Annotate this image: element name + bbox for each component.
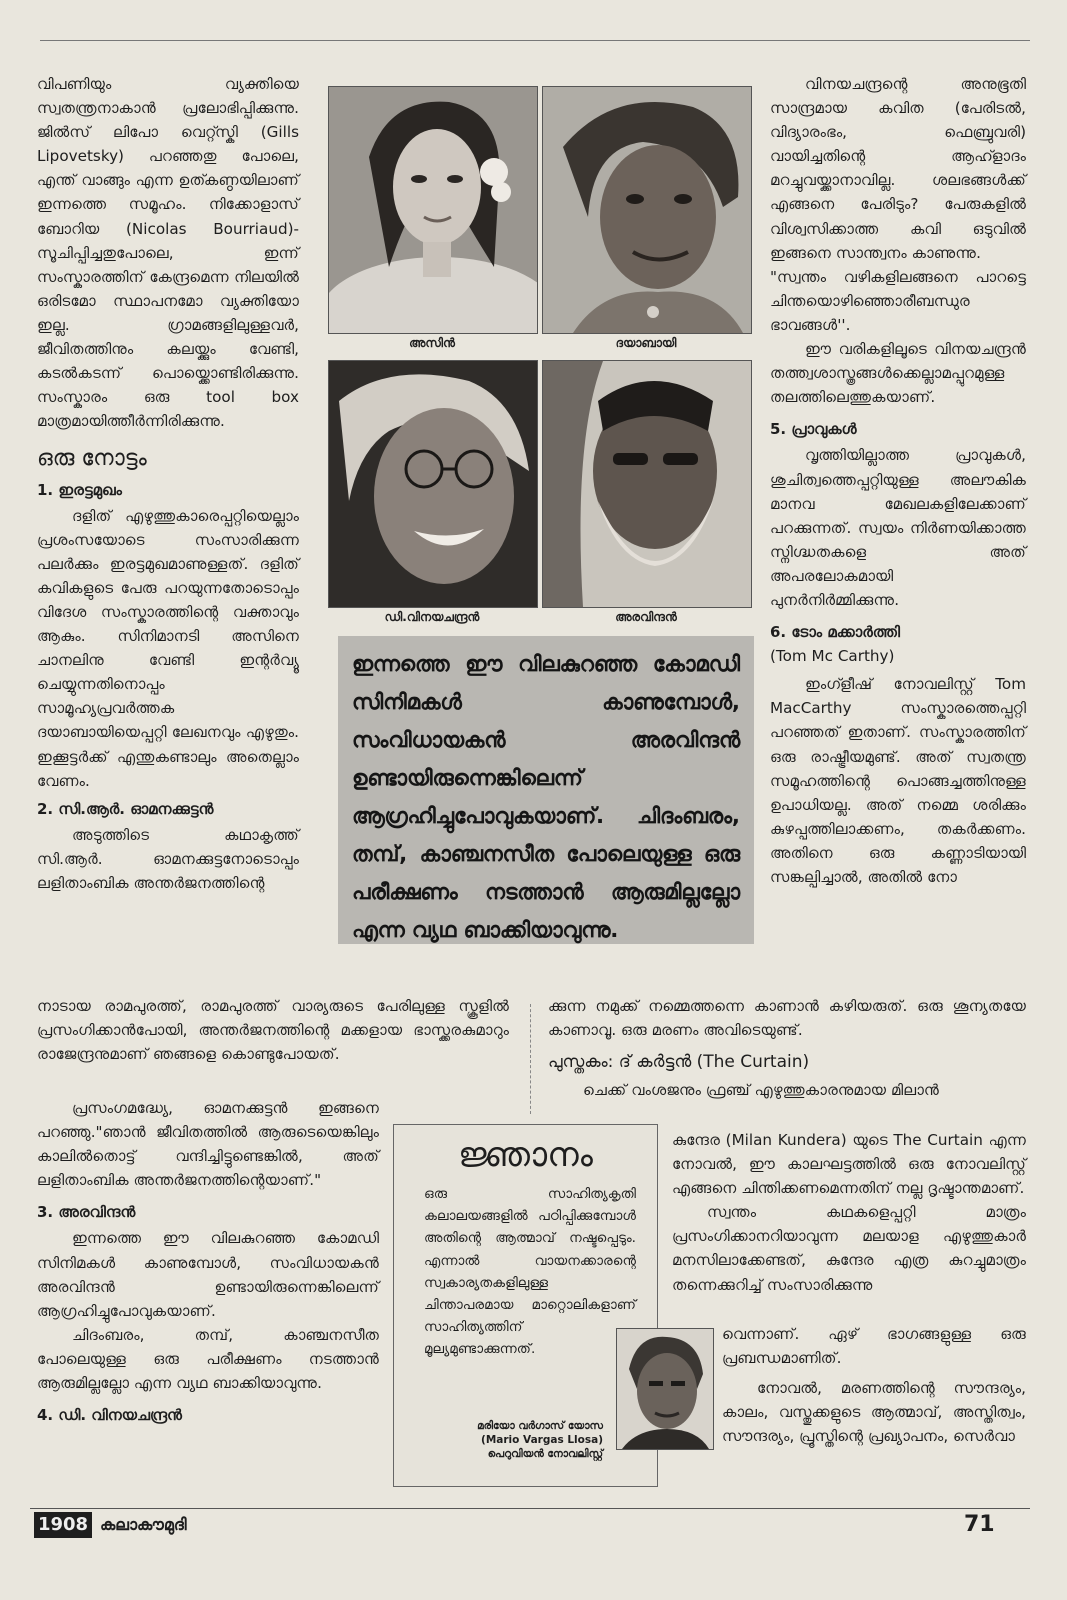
- right-para-7b: വെന്നാണ്. ഏഴ് ഭാഗങ്ങളുള്ള ഒരു പ്രബന്ധമാണിത്.: [722, 1325, 1026, 1368]
- right-para-3: വൃത്തിയില്ലാത്ത പ്രാവുകൾ, ശുചിത്വത്തെപ്പറ്റിയുള്ള അലൗകിക മാനവ മേഖലകളിലേക്കാണ് പറക്കുന്നത്. സ്വയം നിർണയിക്കാത്ത സ്നിഗ്ദ്ധതകളെ അത് അപരലോകമായി പുനർനിർമ്മിക്കുന്നു.: [770, 446, 1026, 609]
- book-heading: [548, 1050, 1026, 1074]
- caption-vinayachandran: ഡി.വിനയചന്ദ്രൻ: [384, 610, 480, 624]
- left-para-5: ഇന്നത്തെ ഈ വിലകുറഞ്ഞ കോമഡി സിനിമകൾ കാണുമ്പോൾ, സംവിധായകൻ അരവിന്ദൻ ഉണ്ടായിരുന്നെങ്കിലെന്ന് ആഗ്രഹിച്ചുപോവുകയാണ്.: [37, 1229, 379, 1320]
- caption-aravindan: അരവിന്ദൻ: [615, 610, 677, 624]
- page-number: 71: [964, 1512, 995, 1537]
- heading-6-sub: (Tom Mc Carthy): [770, 647, 895, 666]
- box-title: ജ്ഞാനം: [458, 1135, 593, 1175]
- box-credit: [400, 1419, 603, 1461]
- right-lower-wide: [548, 994, 1026, 1102]
- wide-paragraph-block: [37, 994, 509, 1066]
- left-para-3: അടുത്തിടെ കഥാകൃത്ത് സി.ആർ. ഓമനക്കുട്ടനോടൊപ്പം ലളിതാംബിക അന്തർജനത്തിന്റെ: [37, 825, 299, 892]
- heading-5: 5. പ്രാവുകൾ: [770, 420, 857, 439]
- heading-2: 2. സി.ആർ. ഓമനക്കുട്ടൻ: [37, 799, 214, 818]
- left-column: [37, 72, 299, 895]
- heading-1: 1. ഇരട്ടമുഖം: [37, 480, 122, 499]
- right-para-2: ഈ വരികളിലൂടെ വിനയചന്ദ്രൻ തത്ത്വശാസ്ത്രങ്ങൾക്കെല്ലാമപ്പുറമുള്ള തലത്തിലെത്തുകയാണ്.: [770, 340, 1026, 407]
- column-divider: [530, 1004, 531, 1114]
- wide-para: നാടായ രാമപുരത്ത്, രാമപുരത്ത് വാര്യരുടെ പേരിലുള്ള സ്കൂളിൽ പ്രസംഗിക്കാൻപോയി, അന്തർജനത്തിന്റെ മക്കളായ ഭാസ്ക്കരകുമാറും രാജേന്ദ്രനുമാണ് ഞങ്ങളെ കൊണ്ടുപോയത്.: [37, 997, 509, 1064]
- left-lower-column: [37, 1096, 379, 1429]
- left-para-4: പ്രസംഗമദ്ധ്യേ, ഓമനക്കുട്ടൻ ഇങ്ങനെ പറഞ്ഞു."ഞാൻ ജീവിതത്തിൽ ആരുടെയെങ്കിലും കാലിൽതൊട്ട് വന്ദിച്ചിട്ടുണ്ടെങ്കിൽ, അത് ലളിതാംബിക അന്തർജനത്തിന്റെയാണ്.": [37, 1099, 379, 1190]
- photo-vinayachandran: [328, 360, 538, 608]
- right-para-5: ക്കുന്ന നമുക്ക് നമ്മെത്തന്നെ കാണാൻ കഴിയരുത്. ഒരു ശൂന്യതയേ കാണാവൂ. ഒരു മരണം അവിടെയുണ്ട്.: [548, 997, 1026, 1040]
- photo-asin: [328, 86, 538, 334]
- pull-quote: [338, 636, 754, 944]
- section-title: ഒരു നോട്ടം: [37, 446, 147, 472]
- right-lower-narrow-2: [722, 1322, 1026, 1448]
- issue-number: 1908: [34, 1512, 92, 1538]
- photo-aravindan: [542, 360, 752, 608]
- right-para-1: വിനയചന്ദ്രന്റെ അനുഭൂതി സാന്ദ്രമായ കവിത (പേരിടൽ, വിദ്യാരംഭം, ഫെബ്രുവരി) വായിച്ചതിന്റെ ആഹ്ളാദം മറച്ചുവയ്ക്കാനാവില്ല. ശലഭങ്ങൾക്ക് എങ്ങനെ പേരിടും? പേരുകളിൽ വിശ്വസിക്കാത്ത കവി ഒടുവിൽ ഇങ്ങനെ സാന്ത്വനം കാണുന്നു.: [770, 75, 1026, 262]
- right-column: [770, 72, 1026, 889]
- magazine-name: കലാകൗമുദി: [100, 1515, 187, 1534]
- box-body: ഒരു സാഹിത്യകൃതി കലാലയങ്ങളിൽ പഠിപ്പിക്കുമ്പോൾ അതിന്റെ ആത്മാവ് നഷ്ടപ്പെടും. എന്നാൽ വായനക്കാരന്റെ സ്വകാര്യതകളിലുള്ള ചിന്താപരമായ മാറ്റൊലികളാണ് സാഹിത്യത്തിന് മൂല്യമുണ്ടാക്കുന്നത്.: [424, 1186, 636, 1358]
- right-para-4: ഇംഗ്ളീഷ് നോവലിസ്റ്റ് Tom MacCarthy സംസ്കാരത്തെപ്പറ്റി പറഞ്ഞത് ഇതാണ്. സംസ്കാരത്തിന് ഒരു രാഷ്ട്രീയമുണ്ട്. അത് സ്വതന്ത്ര സമൂഹത്തിന്റെ പൊങ്ങച്ചത്തിനുള്ള ഉപാധിയല്ല. അത് നമ്മെ ശരിക്കും കുഴപ്പത്തിലാക്കണം, തകർക്കണം. അതിനെ ഒരു കണ്ണാടിയായി സങ്കല്പിച്ചാൽ, അതിൽ നോ: [770, 675, 1026, 886]
- credit-name: മരിയോ വർഗാസ് യോസ: [477, 1420, 603, 1432]
- pull-quote-text: ഇന്നത്തെ ഈ വിലകുറഞ്ഞ കോമഡി സിനിമകൾ കാണുമ്പോൾ, സംവിധായകൻ അരവിന്ദൻ ഉണ്ടായിരുന്നെങ്കിലെന്ന് ആഗ്രഹിച്ചുപോവുകയാണ്. ചിദംബരം, തമ്പ്, കാഞ്ചനസീത പോലെയുള്ള ഒരു പരീക്ഷണം നടത്താൻ ആരുമില്ലല്ലോ എന്ന വ്യഥ ബാക്കിയാവുന്നു.: [352, 652, 740, 943]
- credit-latin: (Mario Vargas Llosa): [481, 1434, 603, 1446]
- footer-rule: [30, 1508, 1030, 1509]
- photo-vargas-llosa: [616, 1328, 714, 1450]
- left-para-1: വിപണിയും വ്യക്തിയെ സ്വതന്ത്രനാകാൻ പ്രലോഭിപ്പിക്കുന്നു. ജിൽസ് ലിപോ വെറ്റ്സ്കി (Gills Lipovetsky) പറഞ്ഞതു പോലെ, എന്ത് വാങ്ങും എന്ന ഉത്കണ്ഠയിലാണ് ഇന്നത്തെ സമൂഹം. നിക്കോളാസ് ബോറിയ (Nicolas Bourriaud)-സൂചിപ്പിച്ചതുപോലെ, ഇന്ന് സംസ്കാരത്തിന് കേന്ദ്രമെന്ന നിലയിൽ ഒരിടമോ സ്ഥാപനമോ വ്യക്തിയോ ഇല്ല. ഗ്രാമങ്ങളിലുള്ളവർ, ജീവിതത്തിനും കലയ്ക്കും വേണ്ടി, കടൽകടന്ന് പൊയ്ക്കൊണ്ടിരിക്കുന്നു. സംസ്കാരം ഒരു tool box മാത്രമായിത്തീർന്നിരിക്കുന്നു.: [37, 75, 299, 431]
- right-quote: "സ്വന്തം വഴികളിലങ്ങനെ പാറട്ടെ ചിന്തയൊഴിഞ്ഞൊരീബന്ധുര ഭാവങ്ങൾ''.: [770, 267, 1026, 334]
- credit-role: പെറുവിയൻ നോവലിസ്റ്റ്: [487, 1448, 603, 1460]
- right-para-6a: ചെക്ക് വംശജനും ഫ്രഞ്ച് എഴുത്തുകാരനുമായ മിലാൻ: [582, 1081, 939, 1100]
- heading-6: 6. ടോം മക്കാർത്തി: [770, 623, 901, 642]
- right-para-8: നോവൽ, മരണത്തിന്റെ സൗന്ദര്യം, കാലം, വസ്തുക്കളുടെ ആത്മാവ്, അസ്തിത്വം, സൗന്ദര്യം, പ്രൂസ്തിന്റെ പ്രഖ്യാപനം, സെർവാ: [722, 1379, 1026, 1446]
- heading-4: 4. ഡി. വിനയചന്ദ്രൻ: [37, 1406, 182, 1425]
- caption-asin: അസിൻ: [409, 336, 455, 350]
- book-title-sub: (The Curtain): [696, 1052, 810, 1073]
- right-para-6b: കുന്ദേര (Milan Kundera) യുടെ The Curtain എന്ന നോവൽ, ഈ കാലഘട്ടത്തിൽ ഒരു നോവലിസ്റ്റ് എങ്ങനെ ചിന്തിക്കണമെന്നതിന് നല്ല ദൃഷ്ടാന്തമാണ്.: [672, 1131, 1026, 1198]
- caption-dayabai: ദയാബായി: [615, 336, 677, 350]
- book-title: പുസ്തകം: ദ് കർട്ടൻ: [548, 1052, 692, 1073]
- left-para-2: ദളിത് എഴുത്തുകാരെപ്പറ്റിയെല്ലാം പ്രശംസയോടെ സംസാരിക്കുന്ന പലർക്കും ഇരട്ടമുഖമാണുള്ളത്. ദളിത് കവികളുടെ പേരു പറയുന്നതോടൊപ്പം വിദേശ സംസ്കാരത്തിന്റെ വക്താവും ആകും. സിനിമാനടി അസിനെ ചാനലിനു വേണ്ടി ഇന്റർവ്യൂ ചെയ്യുന്നതിനൊപ്പം സാമൂഹ്യപ്രവർത്തക ദയാബായിയെപ്പറ്റി ലേഖനവും എഴുതും. ഇക്കൂട്ടർക്ക് എന്തുകണ്ടാലും അതെല്ലാം വേണം.: [37, 506, 299, 790]
- left-para-6: ചിദംബരം, തമ്പ്, കാഞ്ചനസീത പോലെയുള്ള ഒരു പരീക്ഷണം നടത്താൻ ആരുമില്ലല്ലോ എന്ന വ്യഥ ബാക്കിയാവുന്നു.: [37, 1325, 379, 1393]
- right-lower-narrow: [672, 1128, 1026, 1297]
- right-para-7: സ്വന്തം കഥകളെപ്പറ്റി മാത്രം പ്രസംഗിക്കാനറിയാവുന്ന മലയാള എഴുത്തുകാർ മനസിലാക്കേണ്ടത്, കുന്ദേര എത്ര കുറച്ചുമാത്രം തന്നെക്കുറിച്ച് സംസാരിക്കുന്നു: [672, 1203, 1026, 1294]
- photo-dayabai: [542, 86, 752, 334]
- heading-3: 3. അരവിന്ദൻ: [37, 1203, 136, 1222]
- top-rule: [40, 40, 1030, 41]
